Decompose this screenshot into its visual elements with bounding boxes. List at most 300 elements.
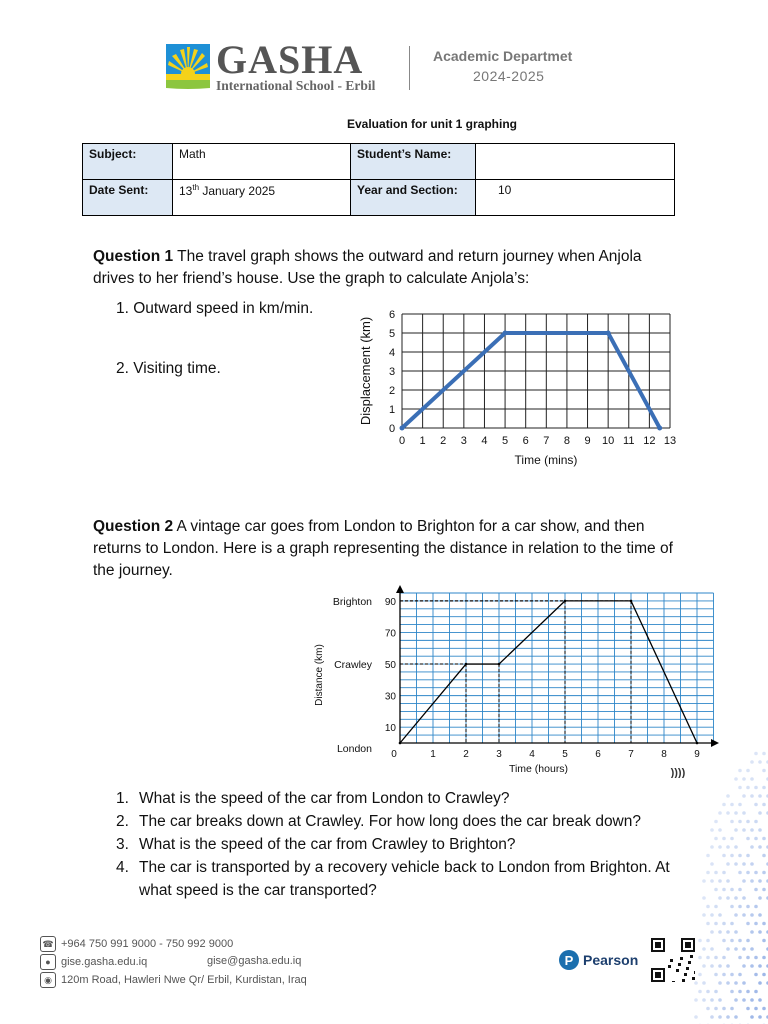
decoration-dot: [730, 803, 734, 807]
decoration-dot: [698, 956, 702, 960]
decoration-dot: [714, 973, 718, 977]
data-point: [503, 331, 508, 336]
decoration-dot: [746, 820, 750, 824]
y-tick-label: 90: [384, 596, 396, 608]
decoration-dot: [750, 845, 754, 849]
decoration-dot: [762, 854, 766, 858]
qr-finder: [685, 942, 691, 948]
decoration-dot: [726, 964, 730, 968]
decoration-dot: [710, 998, 714, 1002]
address-text: 120m Road, Hawleri Nwe Qr/ Erbil, Kurdistan, Iraq: [61, 974, 307, 986]
decoration-dot: [726, 879, 730, 883]
decoration-dot: [714, 837, 718, 841]
decoration-dot: [754, 888, 758, 892]
decoration-dot: [758, 964, 762, 968]
decoration-dot: [754, 922, 758, 926]
decoration-dot: [734, 930, 738, 934]
question-1: [93, 246, 663, 290]
decoration-dot: [710, 828, 714, 832]
decoration-dot: [702, 998, 706, 1002]
y-tick-label: 4: [388, 347, 396, 359]
qr-module: [686, 967, 689, 970]
y-tick-label: 0: [388, 423, 396, 435]
qr-module: [668, 965, 671, 968]
date-sent-label: Date Sent:: [83, 180, 173, 216]
decoration-dot: [698, 990, 702, 994]
decoration-dot: [738, 820, 742, 824]
decoration-dot: [726, 845, 730, 849]
data-point: [498, 663, 501, 666]
x-tick-label: 2: [463, 749, 469, 760]
x-tick-label: 9: [584, 435, 591, 447]
decoration-dot: [754, 1007, 758, 1011]
y-tick-label: 70: [384, 628, 396, 640]
decoration-dot: [762, 888, 766, 892]
x-tick-label: 8: [661, 749, 667, 760]
decoration-dot: [742, 828, 746, 832]
x-tick-label: 5: [502, 435, 509, 447]
y-tick-label: 50: [384, 660, 396, 672]
decoration-dot: [758, 930, 762, 934]
decoration-dot: [746, 990, 750, 994]
decoration-dot: [738, 888, 742, 892]
decoration-dot: [722, 837, 726, 841]
decoration-dot: [694, 998, 698, 1002]
decoration-dot: [746, 786, 750, 790]
phone-icon: ☎: [40, 936, 56, 952]
x-tick-label: 6: [595, 749, 601, 760]
decoration-dot: [726, 794, 730, 798]
x-axis-label: Time (mins): [514, 453, 578, 467]
data-point: [657, 426, 662, 431]
x-tick-label: 2: [440, 435, 447, 447]
date-sent-value: [173, 180, 351, 216]
year-section-label: Year and Section:: [351, 180, 476, 216]
decoration-dot: [738, 871, 742, 875]
decoration-dot: [718, 964, 722, 968]
decoration-dot: [758, 811, 762, 815]
decoration-dot: [738, 769, 742, 773]
decoration-dot: [730, 922, 734, 926]
qr-module: [694, 971, 695, 974]
decoration-dot: [754, 820, 758, 824]
school-name: GASHA: [216, 37, 364, 82]
date-suffix: th: [192, 183, 200, 192]
x-tick-label: 10: [602, 435, 615, 447]
question-2-item: [116, 833, 696, 856]
school-logo-icon: [166, 44, 210, 90]
decoration-dot: [710, 964, 714, 968]
decoration-dot: [714, 905, 718, 909]
decoration-dot: [718, 1015, 722, 1019]
qr-module: [678, 963, 681, 966]
question-1-label: Question 1: [93, 248, 174, 265]
item-number: 4.: [116, 859, 129, 876]
decoration-dot: [742, 794, 746, 798]
decoration-dot: [710, 930, 714, 934]
decoration-dot: [714, 922, 718, 926]
item-text: What is the speed of the car from Crawley to Brighton?: [139, 836, 516, 853]
decoration-dot: [754, 752, 758, 756]
y-tick-label: 2: [388, 385, 396, 397]
decoration-dot: [702, 879, 706, 883]
decoration-dot: [726, 1015, 730, 1019]
decoration-dot: [722, 922, 726, 926]
decoration-dot: [746, 905, 750, 909]
decoration-dot: [762, 837, 766, 841]
decoration-dot: [702, 913, 706, 917]
decoration-dot: [750, 1015, 754, 1019]
decoration-dot: [718, 981, 722, 985]
decoration-dot: [762, 939, 766, 943]
decoration-dot: [742, 981, 746, 985]
decoration-dot: [750, 828, 754, 832]
decoration-dot: [750, 947, 754, 951]
decoration-dot: [718, 998, 722, 1002]
footer-address: [40, 972, 307, 988]
decoration-dot: [738, 973, 742, 977]
decoration-dot: [734, 828, 738, 832]
item-text: The car breaks down at Crawley. For how long does the car break down?: [139, 813, 641, 830]
qr-module: [672, 981, 675, 982]
document-title: Evaluation for unit 1 graphing: [347, 117, 518, 131]
decoration-dot: [730, 939, 734, 943]
x-tick-label: 4: [481, 435, 488, 447]
footer-email: gise@gasha.edu.iq: [207, 955, 302, 967]
qr-module: [680, 957, 683, 960]
decoration-dot: [750, 879, 754, 883]
decoration-dot: [702, 964, 706, 968]
decoration-dot: [710, 913, 714, 917]
decoration-dot: [734, 981, 738, 985]
data-line-segment: [608, 333, 660, 428]
decoration-dot: [734, 777, 738, 781]
data-point: [465, 663, 468, 666]
qr-finder: [655, 972, 661, 978]
decoration-dot: [750, 930, 754, 934]
qr-finder: [655, 942, 661, 948]
decoration-dot: [754, 786, 758, 790]
x-tick-label: 7: [628, 749, 634, 760]
decoration-dot: [746, 871, 750, 875]
decoration-dot: [722, 956, 726, 960]
qr-module: [682, 979, 685, 982]
decoration-dot: [738, 786, 742, 790]
item-number: 3.: [116, 836, 129, 853]
decoration-dot: [750, 998, 754, 1002]
qr-module: [688, 961, 691, 964]
decoration-dot: [718, 811, 722, 815]
decoration-dot: [746, 922, 750, 926]
decoration-dot: [726, 981, 730, 985]
decoration-dot: [754, 905, 758, 909]
decoration-dot: [730, 990, 734, 994]
qr-module: [684, 973, 687, 976]
decoration-dot: [754, 803, 758, 807]
decoration-dot: [702, 896, 706, 900]
decoration-dot: [742, 777, 746, 781]
decoration-dot: [710, 879, 714, 883]
distance-time-chart: [308, 583, 728, 778]
question-2-item: [116, 810, 696, 833]
x-tick-label: 3: [496, 749, 502, 760]
decoration-dot: [698, 939, 702, 943]
y-tick-label: 10: [384, 723, 396, 735]
subject-value: Math: [173, 144, 351, 180]
decoration-dot: [758, 998, 762, 1002]
decoration-dot: [762, 871, 766, 875]
decoration-dot: [738, 990, 742, 994]
decoration-dot: [762, 956, 766, 960]
decoration-dot: [734, 998, 738, 1002]
decoration-dot: [734, 845, 738, 849]
student-name-label: Student’s Name:: [351, 144, 476, 180]
student-name-field[interactable]: [476, 144, 675, 180]
decoration-dot: [714, 956, 718, 960]
decoration-dot: [738, 803, 742, 807]
qr-module: [690, 955, 693, 958]
decoration-dot: [714, 820, 718, 824]
qr-module: [676, 969, 679, 972]
y-tick-label: 5: [388, 328, 396, 340]
y-tick-label: 30: [384, 691, 396, 703]
decoration-dot: [762, 803, 766, 807]
decoration-dot: [734, 1015, 738, 1019]
x-tick-label: 13: [663, 435, 677, 447]
item-text: What is the speed of the car from London to Crawley?: [139, 790, 510, 807]
decoration-dot: [738, 956, 742, 960]
year-section-value: 10: [476, 180, 675, 216]
decoration-dot: [730, 888, 734, 892]
decoration-dot: [758, 1015, 762, 1019]
question-2-text: A vintage car goes from London to Brighton for a car show, and then returns to London. Here is a graph representing the distance in relation to the time of the journey.: [93, 518, 673, 579]
data-point: [399, 742, 402, 745]
decoration-dot: [738, 939, 742, 943]
decoration-dot: [742, 947, 746, 951]
decoration-dot: [762, 752, 766, 756]
item-text: The car is transported by a recovery vehicle back to London from Brighton. At what speed is the car transported?: [139, 859, 670, 899]
x-axis-label: Time (hours): [508, 763, 569, 775]
footer-website: [40, 954, 147, 970]
qr-code-icon: [651, 938, 695, 982]
decoration-dot: [754, 990, 758, 994]
y-tick-label: 3: [388, 366, 396, 378]
decoration-dot: [754, 837, 758, 841]
decoration-dot: [746, 854, 750, 858]
decoration-dot: [742, 862, 746, 866]
decoration-dot: [718, 930, 722, 934]
header-divider: [409, 46, 410, 90]
decoration-dot: [722, 854, 726, 858]
decoration-dot: [722, 1007, 726, 1011]
y-axis-label: Displacement (km): [358, 316, 373, 426]
info-table: [82, 143, 675, 216]
question-1-item: 2. Visiting time.: [116, 360, 221, 377]
decoration-dot: [726, 862, 730, 866]
decoration-dot: [726, 896, 730, 900]
decoration-dot: [734, 862, 738, 866]
decoration-dot: [718, 845, 722, 849]
decoration-dot: [750, 964, 754, 968]
x-tick-label: 1: [430, 749, 436, 760]
decoration-dot: [730, 820, 734, 824]
item-number: 2.: [116, 813, 129, 830]
data-point: [400, 426, 405, 431]
decoration-dot: [730, 837, 734, 841]
decoration-dot: [746, 1007, 750, 1011]
decoration-dot: [742, 964, 746, 968]
decoration-dot: [730, 973, 734, 977]
place-label: Crawley: [334, 659, 372, 672]
decoration-dot: [734, 811, 738, 815]
decoration-dot: [754, 973, 758, 977]
location-pin-icon: ◉: [40, 972, 56, 988]
place-label: Brighton: [332, 595, 372, 608]
y-axis-arrow: [396, 585, 404, 593]
decoration-dot: [714, 871, 718, 875]
decoration-dot: [750, 862, 754, 866]
page-mark: )))): [670, 767, 686, 778]
decoration-dot: [762, 973, 766, 977]
phone-text: +964 750 991 9000 - 750 992 9000: [61, 938, 234, 950]
x-tick-label: 9: [694, 749, 700, 760]
question-2-item: [116, 787, 696, 810]
decoration-dot: [706, 956, 710, 960]
place-label: London: [336, 743, 372, 755]
decoration-dot: [762, 769, 766, 773]
item-number: 1.: [116, 790, 129, 807]
x-tick-label: 0: [391, 749, 397, 760]
data-line-segment: [402, 333, 505, 428]
decoration-dot: [734, 947, 738, 951]
decoration-dot: [742, 913, 746, 917]
decoration-dot: [710, 947, 714, 951]
qr-module: [692, 977, 695, 980]
decoration-dot: [706, 854, 710, 858]
date-rest: January 2025: [199, 184, 276, 198]
question-2: [93, 516, 683, 582]
decoration-dot: [746, 837, 750, 841]
footer-phone: [40, 936, 233, 952]
decoration-dot: [722, 973, 726, 977]
decoration-dot: [754, 956, 758, 960]
department-name: Academic Departmet: [433, 48, 573, 64]
decoration-dot: [706, 922, 710, 926]
decoration-dot: [758, 879, 762, 883]
data-point: [564, 600, 567, 603]
x-tick-label: 5: [562, 749, 568, 760]
pearson-text: Pearson: [583, 952, 639, 968]
decoration-dot: [718, 879, 722, 883]
decoration-dot: [722, 803, 726, 807]
x-tick-label: 8: [563, 435, 570, 447]
data-point: [630, 600, 633, 603]
decoration-dot: [746, 956, 750, 960]
decoration-dot: [750, 794, 754, 798]
x-tick-label: 0: [398, 435, 406, 447]
x-tick-label: 7: [543, 435, 550, 447]
x-tick-label: 6: [522, 435, 529, 447]
decoration-dot: [746, 769, 750, 773]
decoration-dot: [710, 1015, 714, 1019]
decoration-dot: [710, 845, 714, 849]
x-tick-label: 11: [623, 435, 635, 447]
decoration-dot: [726, 930, 730, 934]
decoration-dot: [722, 888, 726, 892]
decoration-dot: [750, 913, 754, 917]
x-tick-label: 12: [643, 435, 656, 447]
decoration-dot: [698, 973, 702, 977]
decoration-dot: [722, 871, 726, 875]
x-tick-label: 3: [460, 435, 467, 447]
decoration-dot: [758, 981, 762, 985]
x-tick-label: 4: [529, 749, 535, 760]
decoration-dot: [742, 879, 746, 883]
decoration-dot: [718, 896, 722, 900]
decoration-dot: [702, 947, 706, 951]
decoration-dot: [758, 896, 762, 900]
decoration-dot: [754, 871, 758, 875]
travel-graph-chart: [350, 302, 690, 480]
qr-module: [670, 959, 673, 962]
y-tick-label: 6: [388, 309, 396, 321]
decoration-dot: [758, 845, 762, 849]
decoration-dot: [714, 990, 718, 994]
decoration-dot: [714, 1007, 718, 1011]
decoration-dot: [758, 828, 762, 832]
decoration-dot: [694, 1015, 698, 1019]
decoration-dot: [730, 854, 734, 858]
decoration-dot: [718, 913, 722, 917]
decoration-dot: [730, 1007, 734, 1011]
decoration-dot: [750, 760, 754, 764]
decoration-dot: [762, 1007, 766, 1011]
globe-icon: ●: [40, 954, 56, 970]
question-2-label: Question 2: [93, 518, 174, 535]
decoration-dot: [758, 794, 762, 798]
y-tick-label: 1: [388, 404, 396, 416]
x-tick-label: 1: [419, 435, 426, 447]
decoration-dot: [762, 786, 766, 790]
data-point: [606, 331, 611, 336]
decoration-dot: [734, 896, 738, 900]
decoration-dot: [730, 905, 734, 909]
pearson-p-icon: P: [559, 950, 579, 970]
subject-label: Subject:: [83, 144, 173, 180]
decoration-dot: [706, 990, 710, 994]
y-axis-label: Distance (km): [314, 644, 325, 706]
decoration-dot: [706, 905, 710, 909]
decoration-dot: [722, 939, 726, 943]
question-1-item: 1. Outward speed in km/min.: [116, 300, 314, 317]
decoration-dot: [718, 828, 722, 832]
school-subtitle: International School - Erbil: [216, 78, 376, 93]
decoration-dot: [726, 947, 730, 951]
website-text: gise.gasha.edu.iq: [61, 956, 148, 968]
decoration-dot: [746, 939, 750, 943]
decoration-dot: [714, 888, 718, 892]
decoration-dot: [706, 871, 710, 875]
decoration-dot: [750, 777, 754, 781]
pearson-logo: [559, 950, 638, 970]
decoration-dot: [706, 1007, 710, 1011]
decoration-dot: [710, 862, 714, 866]
decoration-dot: [762, 922, 766, 926]
date-day: 13: [179, 184, 193, 198]
decoration-dot: [706, 939, 710, 943]
decoration-dot: [742, 896, 746, 900]
question-1-text: The travel graph shows the outward and return journey when Anjola drives to her friend’s house. Use the graph to calculate Anjola’s:: [93, 248, 642, 287]
